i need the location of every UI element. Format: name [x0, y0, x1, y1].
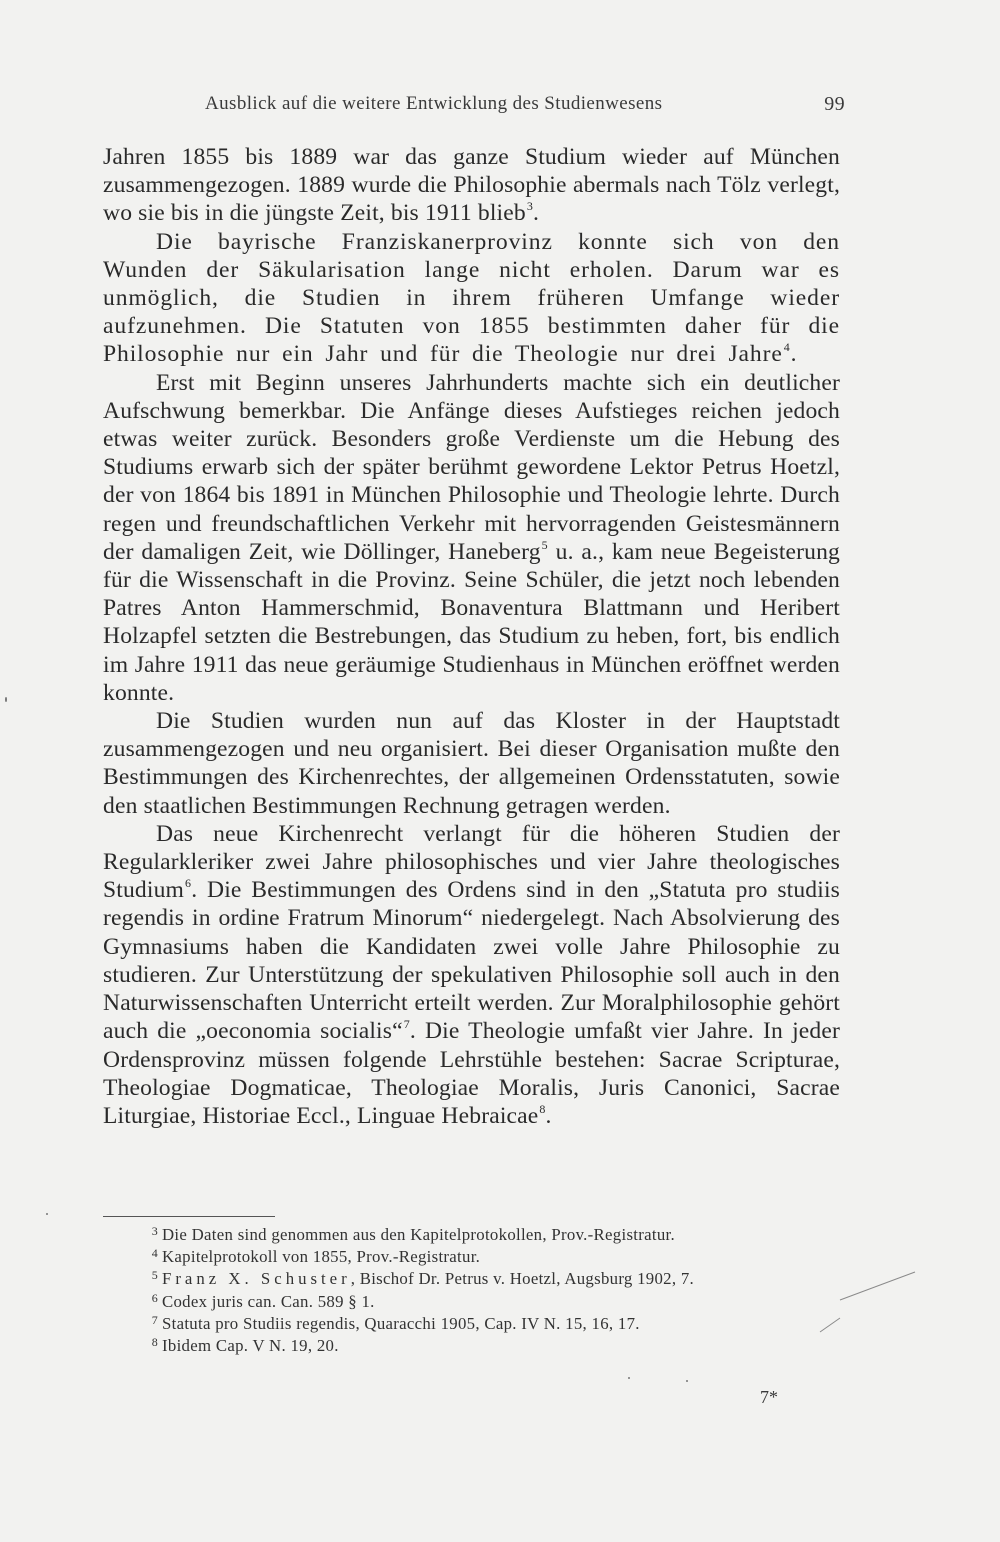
footnote-number: 4	[151, 1246, 158, 1261]
running-title: Ausblick auf die weitere Entwicklung des Studienwesens	[205, 93, 663, 114]
footnote: 7 Statuta pro Studiis regendis, Quaracchi 1905, Cap. IV N. 15, 16, 17.	[103, 1311, 840, 1333]
footnote-number: 5	[151, 1268, 158, 1283]
page-number: 99	[824, 93, 845, 115]
footnote-ref[interactable]: 7	[403, 1017, 410, 1032]
scan-speck	[46, 1213, 48, 1215]
paragraph: Die bayrische Franziskanerprovinz konnte sich von den Wunden der Säkularisation lange nicht erholen. Darum war es unmöglich, die Studien in ihrem früheren Umfange wieder aufzunehmen. Die Statuten von 1855 bestimmten daher für die Philosophie nur ein Jahr und für die Theologie nur drei Jahre$^4$.	[103, 228, 840, 368]
scan-speck	[5, 697, 7, 702]
paragraph: Jahren 1855 bis 1889 war das ganze Studium wieder auf München zusammengezogen. 1889 wurde die Philosophie abermals nach Tölz verlegt, wo sie bis in die jüngste Zeit, bis 1911 blieb$^3$.	[103, 144, 840, 227]
footnote-author: Franz X. Schuster	[162, 1269, 351, 1289]
footnote-ref[interactable]: 5	[541, 537, 548, 552]
footnote-ref[interactable]: 6	[185, 876, 192, 891]
footnote-ref[interactable]: 3	[526, 199, 533, 214]
footnote: 4 Kapitelprotokoll von 1855, Prov.-Registratur.	[103, 1244, 840, 1266]
footnote-number: 7	[151, 1312, 158, 1327]
paragraph: Die Studien wurden nun auf das Kloster in der Hauptstadt zusammengezogen und neu organisiert. Bei dieser Organisation mußte den Bestimmungen des Kirchenrechtes, der allgemeinen Ordensstatuten, sowie den staatlichen Bestimmungen Rechnung getragen werden.	[103, 708, 840, 819]
paragraph: Erst mit Beginn unseres Jahrhunderts machte sich ein deutlicher Aufschwung bemerkbar. Die Anfänge dieses Aufstieges reichen jedoch etwas weiter zurück. Besonders große Verdienste um die Hebung des Studiums erwarb sich der später berühmt gewordene Lektor Petrus Hoetzl, der von 1864 bis 1891 in München Philosophie und Theologie lehrte. Durch regen und freundschaftlichen Verkehr mit hervorragenden Geistesmännern der damaligen Zeit, wie Döllinger, Haneberg$^5$ u. a., kam neue Begeisterung für die Wissenschaft in die Provinz. Seine Schüler, die jetzt noch lebenden Patres Anton Hammerschmid, Bonaventura Blattmann und Heribert Holzapfel setzten die Bestrebungen, das Studium zu heben, fort, bis endlich im Jahre 1911 das neue geräumige Studienhaus in München eröffnet werden konnte.	[103, 369, 840, 706]
footnote: 5 Franz X. Schuster, Bischof Dr. Petrus v. Hoetzl, Augsburg 1902, 7.	[103, 1266, 840, 1288]
footnote: 6 Codex juris can. Can. 589 § 1.	[103, 1289, 840, 1311]
scan-speck	[628, 1377, 630, 1379]
footnote-number: 6	[151, 1290, 158, 1305]
pencil-stroke	[840, 1272, 915, 1300]
signature-mark: 7*	[760, 1387, 778, 1407]
footnote: 3 Die Daten sind genommen aus den Kapitelprotokollen, Prov.-Registratur.	[103, 1222, 840, 1244]
scan-speck	[686, 1380, 688, 1382]
paragraph: Das neue Kirchenrecht verlangt für die höheren Studien der Regularkleriker zwei Jahre philosophisches und vier Jahre theologisches Studium$^6$. Die Bestimmungen des Ordens sind in den „Statuta pro studiis regendis in ordine Fratrum Minorum“ niedergelegt. Nach Absolvierung des Gymnasiums haben die Kandidaten zwei volle Jahre Philosophie zu studieren. Zur Unterstützung der spekulativen Philosophie soll auch in den Naturwissenschaften Unterricht erteilt werden. Zur Moralphilosophie gehört auch die „oeconomia socialis“$^7$. Die Theologie umfaßt vier Jahre. In jeder Ordensprovinz müssen folgende Lehrstühle bestehen: Sacrae Scripturae, Theologiae Dogmaticae, Theologiae Moralis, Juris Canonici, Sacrae Liturgiae, Historiae Eccl., Linguae Hebraicae$^8$.	[103, 820, 840, 1129]
footnote-number: 3	[151, 1224, 158, 1238]
footnote: 8 Ibidem Cap. V N. 19, 20.	[103, 1333, 840, 1355]
footnote-ref[interactable]: 8	[539, 1101, 546, 1116]
footnote-ref[interactable]: 4	[783, 340, 791, 355]
footnote-number: 8	[151, 1335, 158, 1350]
pencil-stroke	[820, 1318, 840, 1332]
